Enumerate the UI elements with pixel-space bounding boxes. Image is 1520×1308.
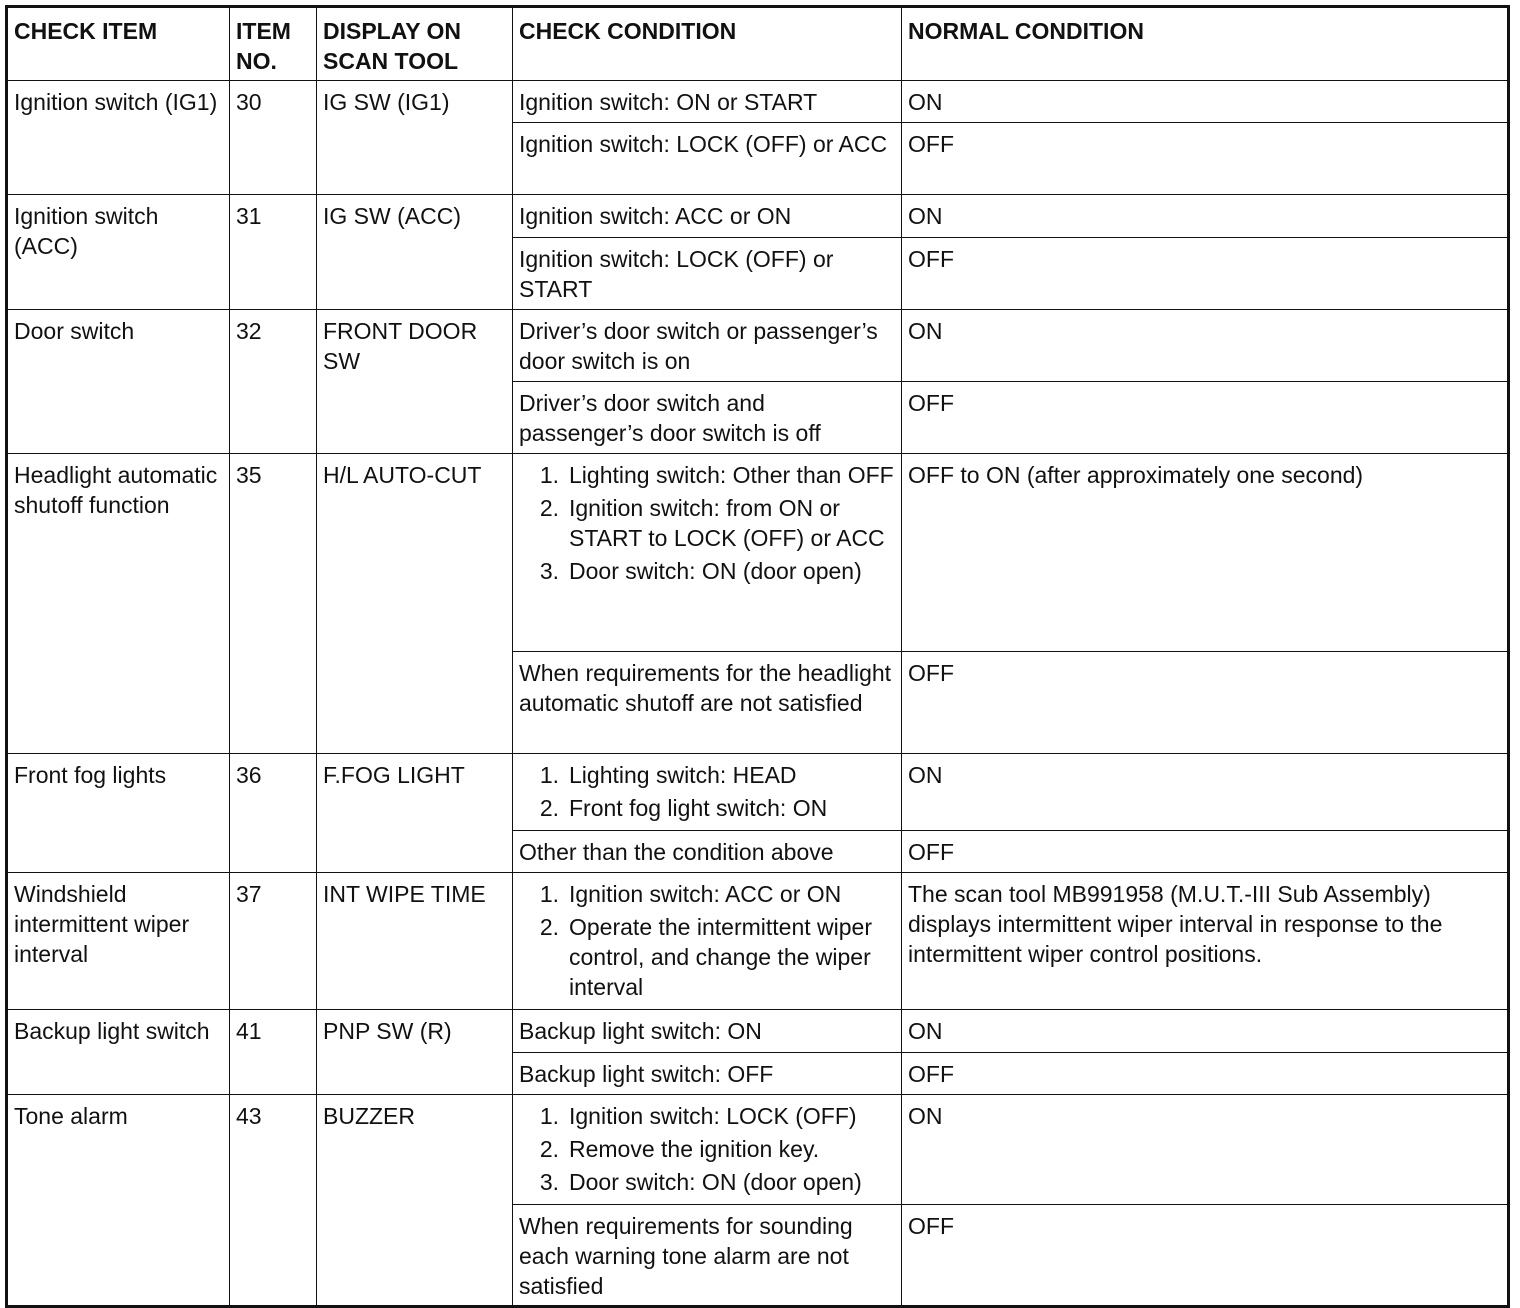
step-number: 2. [539,795,559,821]
condition-step [519,793,895,823]
normal-condition-cell: OFF to ON (after approximately one second) [902,454,1509,652]
normal-condition-cell: OFF [902,238,1509,310]
normal-condition-cell: ON [902,195,1509,238]
check-condition-cell: Driver’s door switch and passenger’s door switch is off [513,382,902,454]
step-text: Ignition switch: ACC or ON [569,881,842,907]
check-item-cell: Windshield intermittent wiper interval [7,873,230,1010]
check-condition-cell: Ignition switch: ON or START [513,81,902,123]
step-text: Door switch: ON (door open) [569,1169,862,1195]
check-condition-cell: When requirements for the headlight automatic shutoff are not satisfied [513,652,902,754]
table-row [7,454,1509,652]
normal-condition-cell: OFF [902,382,1509,454]
check-condition-cell: When requirements for sounding each warning tone alarm are not satisfied [513,1205,902,1307]
display-cell: PNP SW (R) [317,1010,513,1095]
normal-condition-cell: OFF [902,123,1509,195]
condition-steps-list [519,760,895,823]
step-text: Ignition switch: LOCK (OFF) [569,1103,857,1129]
check-item-cell: Front fog lights [7,754,230,873]
header-row [7,7,1509,81]
display-cell: FRONT DOOR SW [317,310,513,454]
check-condition-cell: Other than the condition above [513,831,902,873]
condition-step [519,879,895,909]
step-text: Ignition switch: from ON or START to LOCK (OFF) or ACC [569,495,885,551]
step-number: 1. [539,881,559,907]
display-cell: IG SW (IG1) [317,81,513,195]
check-condition-cell [513,754,902,831]
item-no-cell: 43 [230,1095,317,1307]
condition-step [519,1101,895,1131]
table-row [7,310,1509,382]
check-condition-cell: Ignition switch: LOCK (OFF) or START [513,238,902,310]
display-cell: H/L AUTO-CUT [317,454,513,754]
check-item-cell: Tone alarm [7,1095,230,1307]
check-table-frame [5,5,1507,1299]
step-number: 3. [539,558,559,584]
item-no-cell: 36 [230,754,317,873]
normal-condition-cell: OFF [902,1053,1509,1095]
display-cell: INT WIPE TIME [317,873,513,1010]
header-normal-condition: NORMAL CONDITION [902,7,1509,81]
step-number: 1. [539,762,559,788]
step-text: Operate the intermittent wiper control, and change the wiper interval [569,914,872,1000]
table-row [7,81,1509,123]
condition-step [519,493,895,553]
step-number: 1. [539,462,559,488]
display-cell: F.FOG LIGHT [317,754,513,873]
normal-condition-cell: ON [902,1010,1509,1053]
normal-condition-cell: ON [902,81,1509,123]
header-display-on-scan-tool: DISPLAY ON SCAN TOOL [317,7,513,81]
condition-step [519,1134,895,1164]
step-text: Lighting switch: Other than OFF [569,462,894,488]
display-cell: BUZZER [317,1095,513,1307]
condition-step [519,760,895,790]
item-no-cell: 30 [230,81,317,195]
check-item-cell: Ignition switch (ACC) [7,195,230,310]
condition-steps-list [519,1101,895,1197]
check-item-cell: Door switch [7,310,230,454]
check-table [5,5,1510,1308]
check-condition-cell: Backup light switch: ON [513,1010,902,1053]
condition-steps-list [519,460,895,586]
step-text: Front fog light switch: ON [569,795,828,821]
item-no-cell: 41 [230,1010,317,1095]
check-condition-cell: Backup light switch: OFF [513,1053,902,1095]
normal-condition-cell: OFF [902,652,1509,754]
normal-condition-cell: The scan tool MB991958 (M.U.T.-III Sub Assembly) displays intermittent wiper interval in response to the intermittent wiper control positions. [902,873,1509,1010]
display-cell: IG SW (ACC) [317,195,513,310]
table-row [7,1095,1509,1205]
header-check-condition: CHECK CONDITION [513,7,902,81]
check-item-cell: Backup light switch [7,1010,230,1095]
condition-step [519,912,895,1002]
condition-step [519,1167,895,1197]
normal-condition-cell: ON [902,310,1509,382]
item-no-cell: 37 [230,873,317,1010]
table-row [7,1010,1509,1053]
normal-condition-cell: ON [902,1095,1509,1205]
step-text: Door switch: ON (door open) [569,558,862,584]
normal-condition-cell: OFF [902,1205,1509,1307]
check-condition-cell: Ignition switch: ACC or ON [513,195,902,238]
check-condition-cell: Ignition switch: LOCK (OFF) or ACC [513,123,902,195]
step-text: Lighting switch: HEAD [569,762,797,788]
step-number: 2. [539,914,559,940]
step-number: 1. [539,1103,559,1129]
condition-steps-list [519,879,895,1002]
step-number: 2. [539,1136,559,1162]
condition-step [519,556,895,586]
step-number: 2. [539,495,559,521]
step-number: 3. [539,1169,559,1195]
item-no-cell: 35 [230,454,317,754]
item-no-cell: 31 [230,195,317,310]
check-condition-cell [513,454,902,652]
item-no-cell: 32 [230,310,317,454]
check-item-cell: Headlight automatic shutoff function [7,454,230,754]
normal-condition-cell: ON [902,754,1509,831]
normal-condition-cell: OFF [902,831,1509,873]
table-row [7,873,1509,1010]
check-condition-cell [513,873,902,1010]
step-text: Remove the ignition key. [569,1136,820,1162]
header-item-no: ITEM NO. [230,7,317,81]
check-item-cell: Ignition switch (IG1) [7,81,230,195]
check-condition-cell: Driver’s door switch or passenger’s door switch is on [513,310,902,382]
check-condition-cell [513,1095,902,1205]
table-row [7,754,1509,831]
header-check-item: CHECK ITEM [7,7,230,81]
condition-step [519,460,895,490]
table-row [7,195,1509,238]
